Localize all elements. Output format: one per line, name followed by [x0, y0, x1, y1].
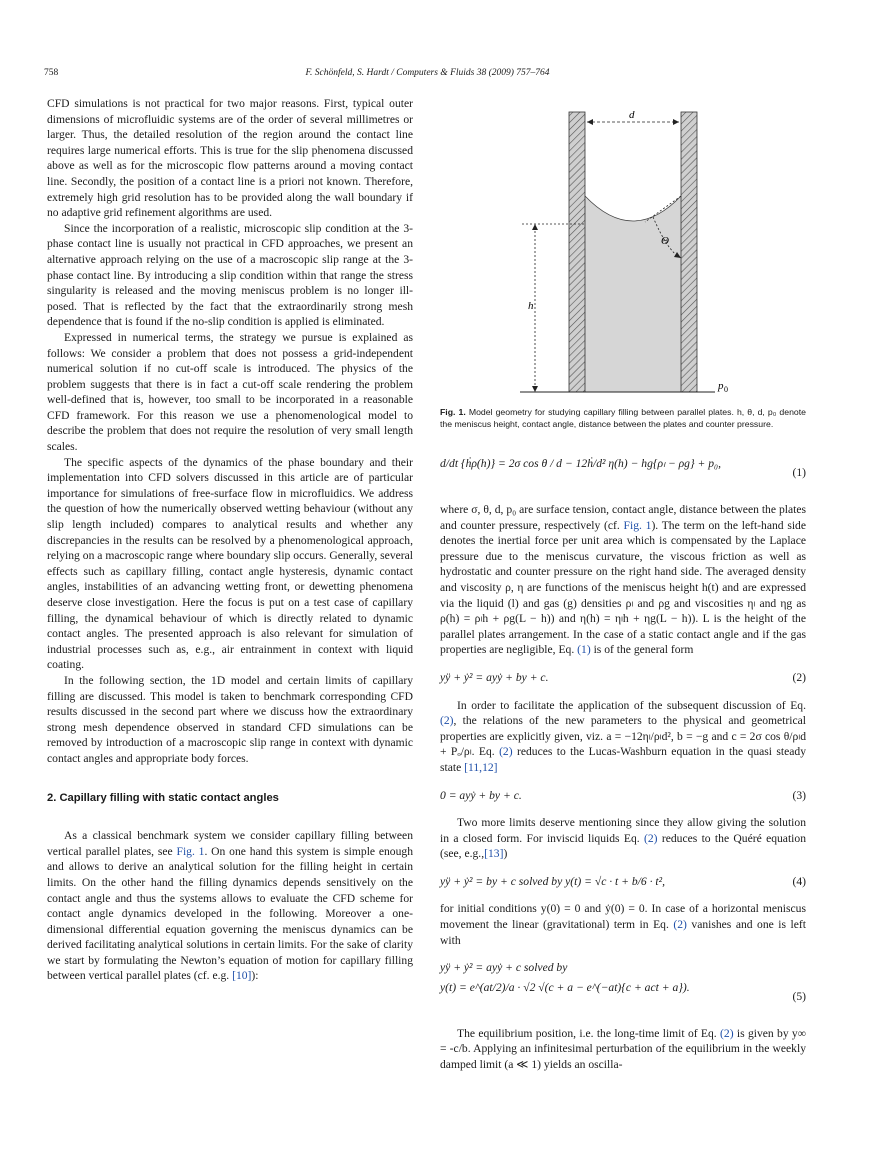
paragraph: Expressed in numerical terms, the strategy we pursue is explained as follows: We consider a problem that does not possess a grid-independent numerical solution if no cut-off scale is introduced. The physics of the problem suggests that there is in fact a cut-off scale rendering the problem well-defined that is, however, too small to be incorporated in a reasonable CFD framework. For this reason we use a phenomenological model to describe the problem that does not require the resolution of very small length scales. — [47, 330, 413, 454]
equation-number: (1) — [792, 466, 806, 479]
paragraph: In the following section, the 1D model and certain limits of capillary filling are discussed. This model is taken to benchmark corresponding CFD results discussed in the second part where we discuss how the extraordinary strong mesh dependence observed in standard CFD simulations can be removed by introduction of a macroscopic slip range in context with dynamic contact angles and appropriate body forces. — [47, 673, 413, 765]
label-p0-subscript: 0 — [724, 385, 728, 394]
equation-text: 0 = ayẏ + by + c. — [440, 788, 522, 802]
figure-link[interactable]: Fig. 1 — [623, 518, 652, 532]
equation-link[interactable]: (2) — [673, 918, 687, 932]
paragraph — [440, 698, 806, 776]
capillary-diagram — [440, 96, 806, 406]
equation-text: d/dt {ḣρ(h)} = 2σ cos θ / d − 12ḣ/d² η(h) − hg{ρₗ − ρg} + p₀, — [440, 457, 721, 470]
text-run: reduces to the Quéré equation (see, e.g., — [440, 831, 806, 861]
paragraph — [47, 828, 413, 984]
equation-link[interactable]: (2) — [499, 745, 513, 759]
text-run: reduces to the Lucas-Washburn equation in the quasi steady state — [440, 745, 806, 774]
left-plate — [569, 112, 585, 392]
equation-5 — [440, 980, 806, 1014]
paragraph — [440, 1026, 806, 1073]
right-plate — [681, 112, 697, 392]
paragraph: The specific aspects of the dynamics of the phase boundary and their implementation into CFD solvers discussed in this article are of particular importance for simulations of free-surface flow in microfluidics. We address the question of how the numerically observed wetting behaviour (without any slip length included) compares to analytical results and whether any discrepancies in the results can be resolved by a phenomenological approach, relying on a macroscopic range where boundary slip occurs. Generally, several effects such as capillary filling, contact angle hysteresis, dynamic contact angles, instabilities of an advancing wetting front, or dewetting phenomena deserve close investigation. Here the focus is put on a test case of capillary filling, the dynamical behaviour of which is directly related to dynamic contact angles. The presented approach is also relevant for simulation of industrial processes such as, e.g., air entrainment in context with liquid coating. — [47, 455, 413, 672]
equation-1 — [440, 456, 806, 490]
citation-link[interactable]: [10] — [232, 969, 252, 983]
text-run: , the relations of the new parameters to the physical and geometrical properties are explicitly given, viz. a = −12ηₗ/ρₗd², b = −g and c = 2σ cos θ/ρₗd + Pₒ/ρₗ. Eq. — [440, 714, 806, 759]
equation-text: yÿ + ẏ² = ayẏ + by + c. — [440, 670, 549, 684]
equation-link[interactable]: (2) — [440, 714, 454, 728]
text-run: ) — [503, 847, 508, 861]
paragraph — [440, 901, 806, 948]
equation-4 — [440, 874, 806, 890]
text-run: Two more limits deserve mentioning since they allow giving the solution in a closed form. For inviscid liquids Eq. — [440, 816, 806, 845]
equation-link[interactable]: (1) — [577, 643, 591, 657]
citation-link[interactable]: [11,12] — [464, 760, 498, 774]
text-run: As a classical benchmark system we consider capillary filling between vertical parallel plates, see — [47, 829, 413, 858]
left-column — [47, 96, 413, 984]
equation-text: y(t) = e^(at/2)/a · √2 √(c + a − e^(−at){c + act + a}). — [440, 980, 690, 994]
figure-1 — [440, 96, 806, 406]
label-theta: Θ — [661, 235, 669, 247]
paragraph: Since the incorporation of a realistic, microscopic slip condition at the 3-phase contact line is usually not practical in CFD approaches, we present an alternative approach relying on the use of a macroscopic slip range at the 3-phase contact line. By introducing a slip condition within that range the stress singularity is released and the moving meniscus problem is no longer ill-posed. That is reflected by the fact that the extraordinarily strong mesh dependence that is found if the no-slip condition is applied is eliminated. — [47, 221, 413, 329]
equation-3 — [440, 788, 806, 804]
text-run: is given by y∞ = -c/b. Applying an infinitesimal perturbation of the equilibrium in the weekly damped limit (a ≪ 1) yields an oscilla- — [440, 1026, 806, 1072]
caption-title: Fig. 1. — [440, 407, 466, 417]
text-run: The equilibrium position, i.e. the long-time limit of Eq. — [457, 1026, 721, 1040]
caption-text: Model geometry for studying capillary filling between parallel plates. h, θ, d, p₀ denote the meniscus height, contact angle, distance between the plates and counter pressure. — [440, 407, 806, 429]
paragraph — [440, 502, 806, 658]
text-run: ): — [251, 969, 259, 983]
figure-caption — [440, 406, 806, 430]
text-run: vanishes and one is left with — [440, 918, 806, 947]
equation-number: (3) — [792, 788, 806, 802]
page-header — [44, 68, 811, 84]
section-heading: 2. Capillary filling with static contact angles — [47, 791, 279, 804]
label-h: h — [528, 300, 534, 312]
text-run: for initial conditions y(0) = 0 and ẏ(0) = 0. In case of a horizontal meniscus movement the linear (gravitational) term in Eq. — [440, 902, 806, 932]
equation-text: yÿ + ẏ² = ayẏ + c solved by — [440, 961, 568, 975]
text-run: ). The term on the left-hand side denotes the inertial force per unit area which is compensated by the Laplace pressure due to the meniscus curvature, the viscous friction as well as hydrostatic and counter pressure on the right hand side. The averaged density and viscosity ρ, η are functions of the meniscus height h(t) and are expressed via the liquid (l) and gas (g) densities ρₗ and ρg and viscosities ηₗ and ηg as ρ(h) = ρₗh + ρg(L − h)) and η(h) = ηₗh + ηg(L − h)). L is the height of the parallel plates arrangement. In the case of a static contact angle and if the gas properties are negligible, Eq. — [440, 518, 806, 657]
equation-number: (4) — [792, 874, 806, 888]
citation-link[interactable]: [13] — [484, 847, 504, 861]
liquid-region — [585, 196, 681, 392]
text-run: . On one hand this system is simple enough and allows to derive an analytical solution for the filling height in certain limits. On the other hand the filling dynamics depends sensitively on the contact angle and thus the systems allows to evaluate the CFD scheme for contact angle dynamics developed in the following. Moreover a one-dimensional differential equation governing the meniscus dynamics can be derived facilitating analytical solutions in certain limits. For the sake of clarity we start by formulating the Newton’s equation of motion for capillary filling between vertical parallel plates (cf. e.g. — [47, 844, 413, 983]
equation-5a — [440, 960, 806, 976]
label-p0: p — [718, 380, 724, 392]
equation-2 — [440, 670, 806, 686]
equation-link[interactable]: (2) — [720, 1026, 734, 1040]
equation-number: (5) — [792, 989, 806, 1003]
figure-link[interactable]: Fig. 1 — [176, 844, 205, 858]
equation-link[interactable]: (2) — [644, 831, 658, 845]
paragraph — [440, 815, 806, 862]
label-d: d — [629, 109, 635, 121]
paragraph: CFD simulations is not practical for two major reasons. First, typical outer dimensions of microfluidic systems are of the order of several millimetres or larger. Thus, the detailed resolution of the region around the contact line requires large numerical efforts. This is true for the slip phenomena discussed above as well as for the microscopic flow patterns around a moving contact line. Secondly, the position of a contact line is a priori not known. Therefore, extremely high grid resolution has to be provided along the wall boundary if no adaptive grid refinement algorithms are used. — [47, 97, 413, 220]
right-column — [440, 96, 806, 1073]
text-run: is of the general form — [590, 643, 694, 657]
text-run: In order to facilitate the application of the subsequent discussion of Eq. — [457, 698, 806, 712]
running-head: F. Schönfeld, S. Hardt / Computers & Fluids 38 (2009) 757–764 — [305, 68, 550, 78]
page-number: 758 — [44, 68, 59, 78]
equation-text: yÿ + ẏ² = by + c solved by y(t) = √c · t + b/6 · t², — [440, 874, 665, 888]
text-run: where σ, θ, d, p₀ are surface tension, contact angle, distance between the plates and counter pressure, respectively (cf. — [440, 503, 806, 532]
equation-number: (2) — [792, 670, 806, 684]
